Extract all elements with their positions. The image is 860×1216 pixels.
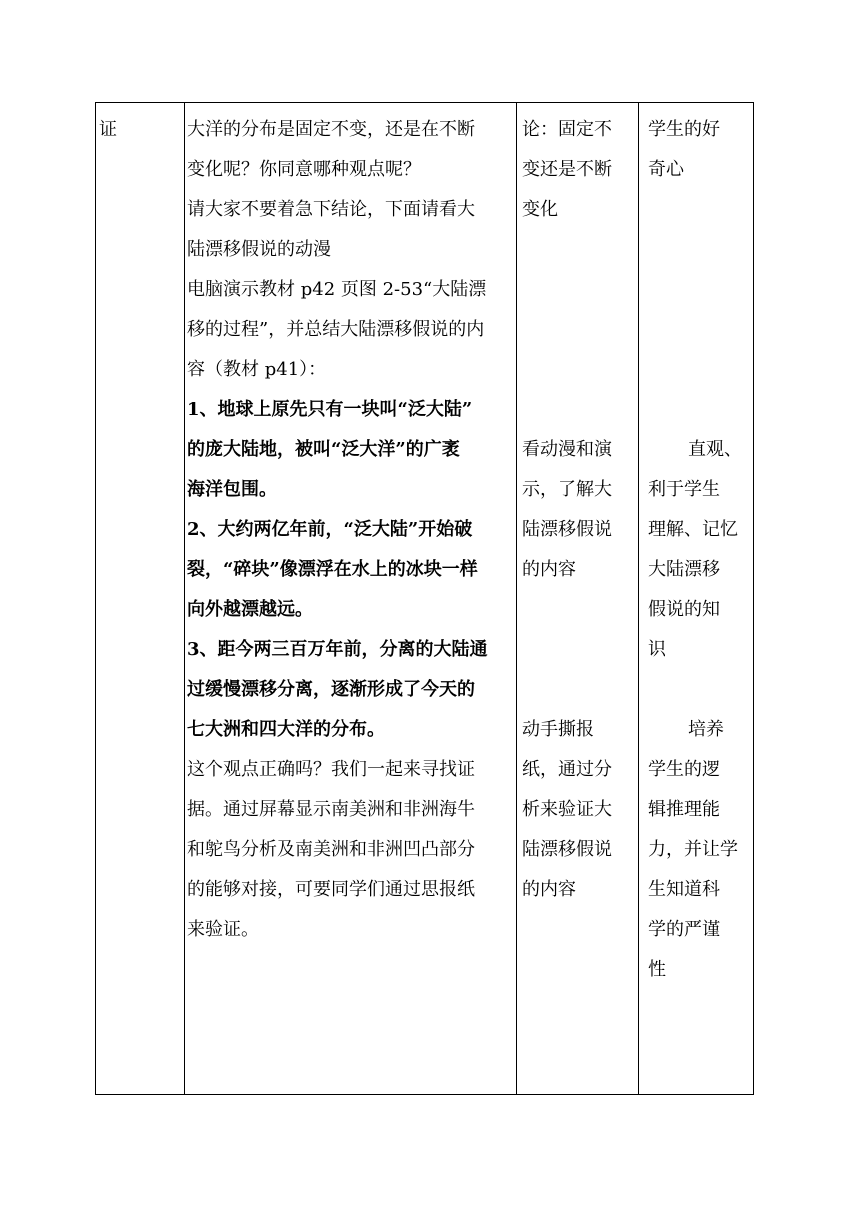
text-line: 电脑演示教材 p42 页图 2-53“大陆漂: [187, 279, 487, 300]
point-1-line: 的庞大陆地，被叫“泛大洋”的广袤: [187, 439, 460, 460]
text-line: 和鸵鸟分析及南美洲和非洲凹凸部分: [187, 839, 475, 860]
text-line: 据。通过屏幕显示南美洲和非洲海牛: [187, 799, 475, 820]
intent-text-line: 学生的好: [648, 119, 720, 140]
student-text-line: 看动漫和演: [522, 439, 612, 460]
stage-cell: [96, 103, 184, 1094]
intent-text-line: 培养: [688, 719, 724, 740]
student-text-line: 的内容: [522, 559, 576, 580]
student-text-line: 变还是不断: [522, 159, 612, 180]
teacher-activity-cell: [185, 103, 516, 1094]
point-2-line: 向外越漂越远。: [187, 599, 313, 620]
text-line: 这个观点正确吗？我们一起来寻找证: [187, 759, 475, 780]
student-text-line: 陆漂移假说: [522, 839, 612, 860]
point-2-line: 裂，“碎块”像漂浮在水上的冰块一样: [187, 559, 478, 580]
student-text-line: 示，了解大: [522, 479, 612, 500]
student-text-line: 析来验证大: [522, 799, 612, 820]
text-line: 容（教材 p41）：: [187, 359, 327, 380]
intent-text-line: 生知道科: [648, 879, 720, 900]
point-3-line: 3、距今两三百万年前，分离的大陆通: [187, 639, 488, 660]
text-line: 大洋的分布是固定不变，还是在不断: [187, 119, 475, 140]
point-1-line: 1、地球上原先只有一块叫“泛大陆”: [187, 399, 473, 420]
stage-label: 证: [99, 119, 117, 140]
text-line: 请大家不要着急下结论，下面请看大: [187, 199, 475, 220]
student-text-line: 论：固定不: [522, 119, 612, 140]
lesson-table: [95, 102, 754, 1095]
student-text-line: 纸，通过分: [522, 759, 612, 780]
intent-text-line: 直观、: [688, 439, 742, 460]
intent-text-line: 理解、记忆: [648, 519, 738, 540]
text-line: 陆漂移假说的动漫: [187, 239, 331, 260]
student-text-line: 动手撕报: [522, 719, 594, 740]
design-intent-cell: [639, 103, 754, 1094]
student-activity-cell: [517, 103, 638, 1094]
intent-text-line: 学生的逻: [648, 759, 720, 780]
text-line: 变化呢？你同意哪种观点呢？: [187, 159, 421, 180]
intent-text-line: 奇心: [648, 159, 684, 180]
intent-text-line: 性: [648, 959, 666, 980]
intent-text-line: 利于学生: [648, 479, 720, 500]
intent-text-line: 大陆漂移: [648, 559, 720, 580]
text-line: 移的过程”，并总结大陆漂移假说的内: [187, 319, 485, 340]
text-line: 来验证。: [187, 919, 259, 940]
intent-text-line: 假说的知: [648, 599, 720, 620]
point-2-line: 2、大约两亿年前，“泛大陆”开始破: [187, 519, 473, 540]
intent-text-line: 力，并让学: [648, 839, 738, 860]
intent-text-line: 学的严谨: [648, 919, 720, 940]
point-1-line: 海洋包围。: [187, 479, 277, 500]
point-3-line: 七大洲和四大洋的分布。: [187, 719, 385, 740]
student-text-line: 陆漂移假说: [522, 519, 612, 540]
point-3-line: 过缓慢漂移分离，逐渐形成了今天的: [187, 679, 475, 700]
student-text-line: 变化: [522, 199, 558, 220]
text-line: 的能够对接，可要同学们通过思报纸: [187, 879, 475, 900]
intent-text-line: 识: [648, 639, 666, 660]
intent-text-line: 辑推理能: [648, 799, 720, 820]
student-text-line: 的内容: [522, 879, 576, 900]
